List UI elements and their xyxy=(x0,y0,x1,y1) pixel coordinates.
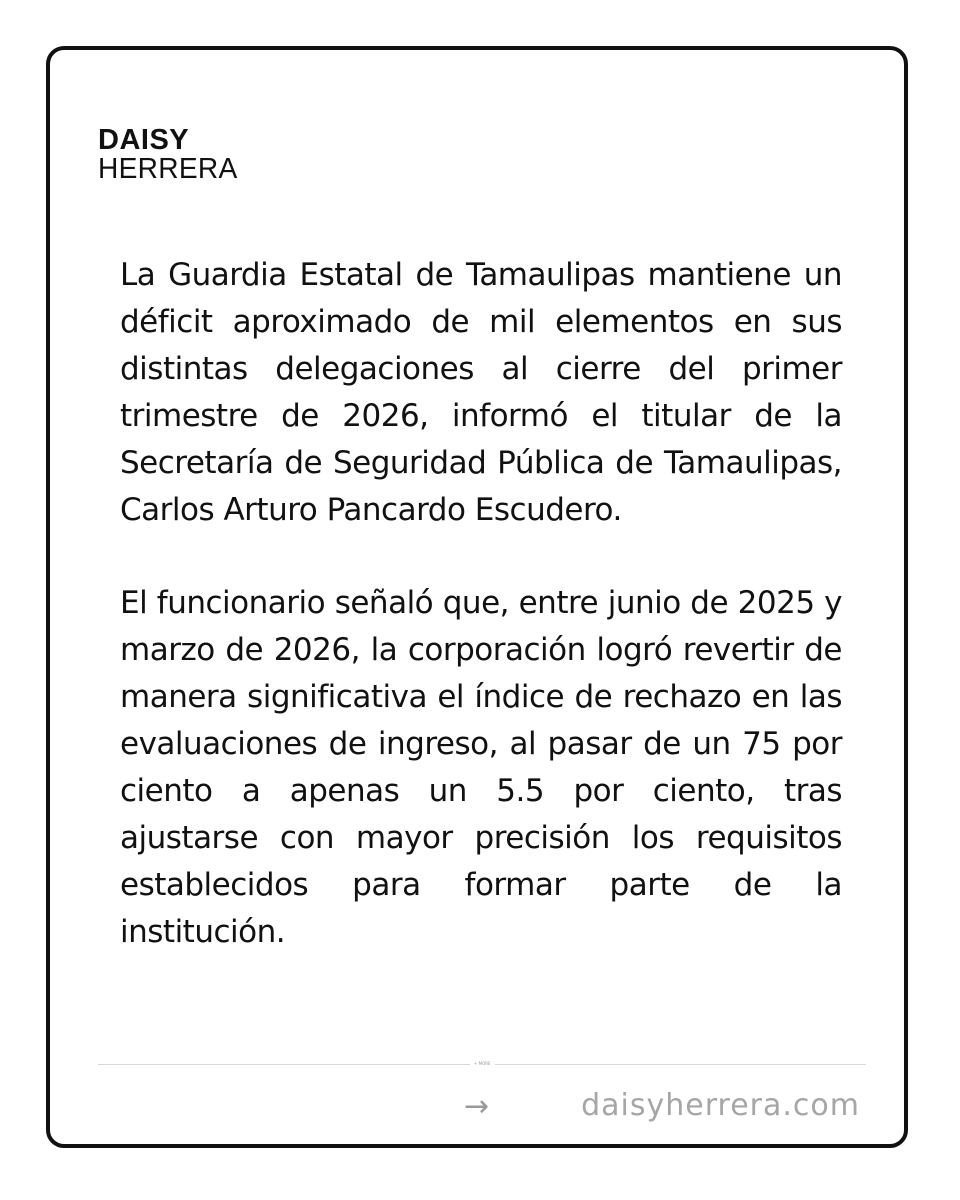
article-paragraph-2: El funcionario señaló que, entre junio de 2025 y marzo de 2026, la corporación logró revertir de manera significativa el índice de rechazo en las evaluaciones de ingreso, al pasar de un 75 por ciento a apenas un 5.5 por ciento, tras ajustarse con mayor precisión los requisitos establecidos para formar parte de la institución. xyxy=(120,585,842,950)
website-link[interactable]: daisyherrera.com xyxy=(581,1088,860,1123)
article-paragraph-1: La Guardia Estatal de Tamaulipas mantiene un déficit aproximado de mil elementos en sus distintas delegaciones al cierre del primer trimestre de 2026, informó el titular de la Secretaría de Seguridad Pública de Tamaulipas, Carlos Arturo Pancardo Escudero. xyxy=(120,257,842,528)
divider-mark: + MORE xyxy=(470,1059,495,1069)
brand-first-name: DAISY xyxy=(98,124,190,156)
brand-last-name: HERRERA xyxy=(98,153,238,185)
post-card xyxy=(46,46,908,1148)
brand-logo xyxy=(98,126,242,184)
article-body xyxy=(120,252,842,956)
arrow-right-icon[interactable]: → xyxy=(464,1089,490,1124)
